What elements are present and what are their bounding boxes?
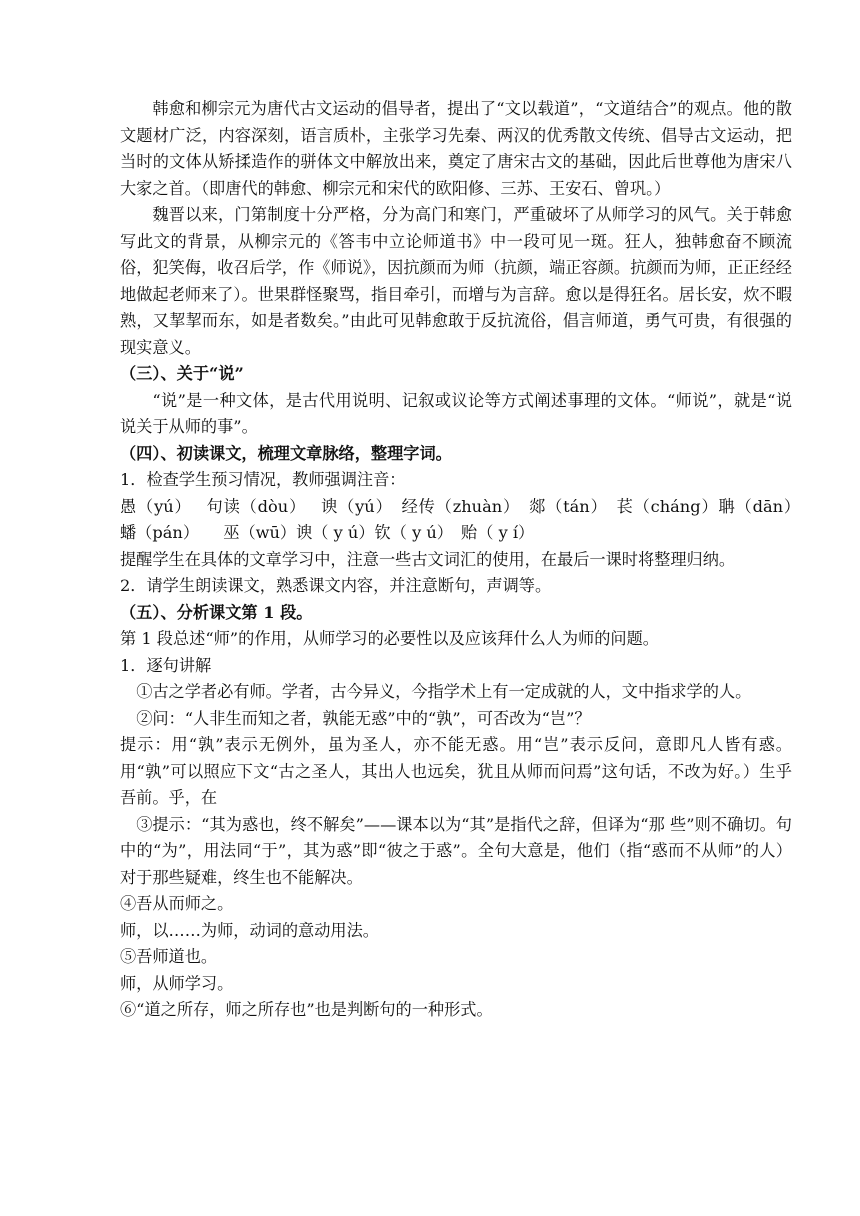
paragraph-preview-check: 1．检查学生预习情况，教师强调注音： [120,470,406,489]
sentence-4-note: 师，以……为师，动词的意动用法。 [120,920,379,940]
sentence-4: ④吾从而师之。 [120,894,234,913]
paragraph-summary: 第 1 段总述“师”的作用，从师学习的必要性以及应该拜什么人为师的问题。 [120,629,659,648]
pinyin-list: 愚（yú） 句读（dòu） 谀（yú） 经传（zhuàn） 郯（tán） 苌（cháng）聃（dān） 蟠（pán） 巫（wū）谀（ y ú）钦（ y ú） 贻（ y í） [120,496,814,542]
sentence-6: ⑥“道之所存，师之所存也”也是判断句的一种形式。 [120,1000,493,1019]
sentence-2-tip: 提示：用“孰”表示无例外，虽为圣人，亦不能无惑。用“岂”表示反问，意即凡人皆有惑。用“孰”可以照应下文“古之圣人，其出人也远矣，犹且从师而问焉”这句话，不改为好。）生乎吾前。乎，在 [120,735,792,807]
sentence-2: ②问：“人非生而知之者，孰能无惑”中的“孰”，可否改为“岂”？ [136,708,591,728]
heading-section-4: （四）、初读课文，梳理文章脉络，整理字词。 [120,443,452,463]
paragraph-line-by-line: 1．逐句讲解 [120,655,212,675]
sentence-5-note: 师，从师学习。 [120,973,234,993]
paragraph-background: 魏晋以来，门第制度十分严格，分为高门和寒门，严重破坏了从师学习的风气。关于韩愈写此文的背景，从柳宗元的《答韦中立论师道书》中一段可见一斑。狂人，独韩愈奋不顾流俗，犯笑侮，收召后学，作《师说》，因抗颜而为师（抗颜，端正容颜。抗颜而为师，正正经经地做起老师来了）。世果群怪聚骂，指目牵引，而增与为言辞。愈以是得狂名。居长安，炊不暇熟，又挈挈而东，如是者数矣。”由此可见韩愈敢于反抗流俗，倡言师道，勇气可贵，有很强的现实意义。 [120,205,792,357]
sentence-3: ③提示：“其为惑也，终不解矣”——课本以为“其”是指代之辞，但译为“那 些”则不确切。句中的“为”，用法同“于”，其为惑”即“彼之于惑”。全句大意是，他们（指“惑而不从师”的人）对于那些疑难，终生也不能解决。 [120,814,792,887]
heading-section-3: （三）、关于“说” [120,364,244,383]
sentence-1: ①古之学者必有师。学者，古今异义，今指学术上有一定成就的人，文中指求学的人。 [136,682,752,701]
sentence-5: ⑤吾师道也。 [120,947,218,966]
paragraph-read-aloud: 2．请学生朗读课文，熟悉课文内容，并注意断句，声调等。 [120,576,552,595]
paragraph-han-yu-intro: 韩愈和柳宗元为唐代古文运动的倡导者，提出了“文以载道”，“文道结合”的观点。他的散文题材广泛，内容深刻，语言质朴，主张学习先秦、两汉的优秀散文传统、倡导古文运动，把当时的文体从矫揉造作的骈体文中解放出来，奠定了唐宋古文的基础，因此后世尊他为唐宋八大家之首。（即唐代的韩愈、柳宗元和宋代的欧阳修、三苏、王安石、曾巩。） [120,99,792,198]
paragraph-reminder: 提醒学生在具体的文章学习中，注意一些古文词汇的使用，在最后一课时将整理归纳。 [120,549,736,569]
heading-section-5: （五）、分析课文第 1 段。 [120,602,313,622]
document-page [120,96,814,1024]
paragraph-shuo-definition: “说”是一种文体，是古代用说明、记叙或议论等方式阐述事理的文体。“师说”，就是“说说关于从师的事”。 [120,390,792,436]
